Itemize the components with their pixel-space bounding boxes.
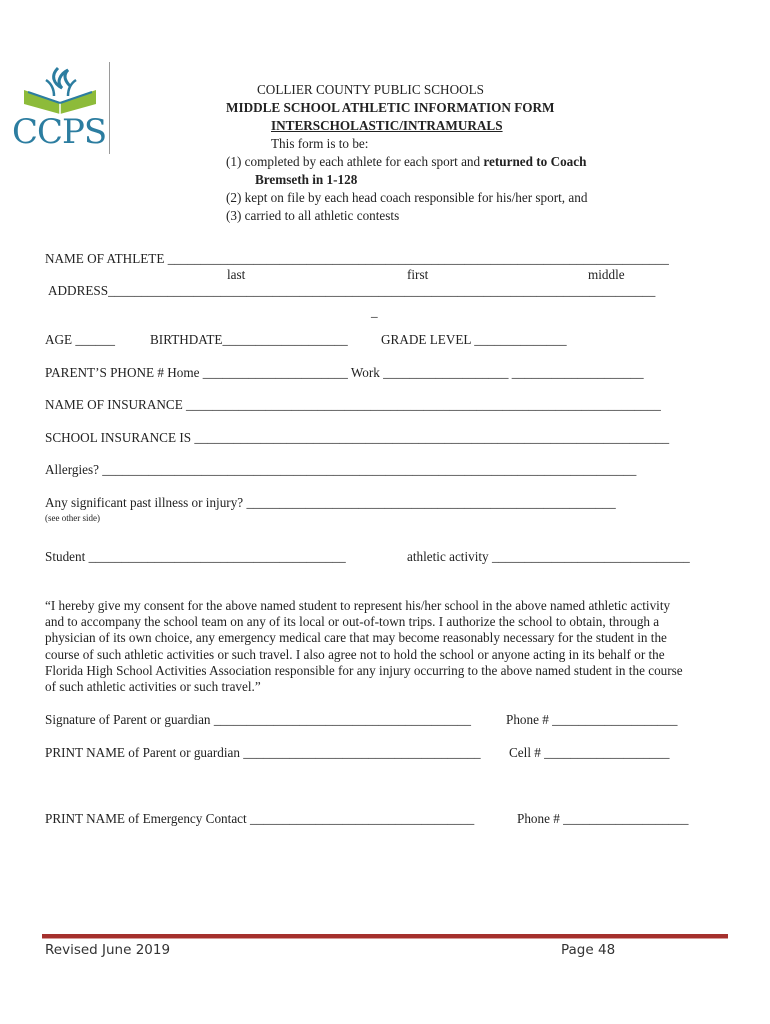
footer-rule [42, 934, 728, 939]
instruction-3: (3) carried to all athletic contests [226, 208, 400, 223]
consent-line: physician of its own choice, any emergency medical care that may become reasonably necessary for the student in the [45, 630, 667, 646]
emergency-contact-field[interactable]: PRINT NAME of Emergency Contact __________________________________ [45, 811, 475, 826]
org-name: COLLIER COUNTY PUBLIC SCHOOLS [257, 82, 485, 97]
instruction-1: (1) completed by each athlete for each sport and returned to Coach [226, 154, 587, 169]
label-last: last [227, 267, 246, 282]
insurance-name-field[interactable]: NAME OF INSURANCE ________________________________________________________________________ [45, 397, 661, 412]
consent-line: of such athletic activities or such travel.” [45, 679, 261, 695]
intro-text: This form is to be: [271, 136, 369, 151]
consent-line: and to accompany the school team on any of its local or out-of-town trips. I authorize the school to obtain, through a [45, 614, 660, 630]
parent-signature-field[interactable]: Signature of Parent or guardian _______________________________________ [45, 712, 471, 727]
label-first: first [407, 267, 429, 282]
book-flame-icon [10, 60, 114, 120]
label-middle: middle [588, 267, 625, 282]
grade-level-field[interactable]: GRADE LEVEL ______________ [381, 332, 567, 347]
consent-line: course of such athletic activities or such travel. I also agree not to hold the school or anyone acting in its behalf or the [45, 646, 665, 662]
athletic-activity-field[interactable]: athletic activity ______________________________ [407, 549, 690, 564]
parent-phone-field[interactable]: PARENT’S PHONE # Home ______________________ Work ___________________ ____________________ [45, 365, 644, 380]
birthdate-field[interactable]: BIRTHDATE___________________ [150, 332, 348, 347]
instruction-2: (2) kept on file by each head coach responsible for his/her sport, and [226, 190, 588, 205]
page-number: Page 48 [561, 942, 616, 958]
see-other-side-note: (see other side) [45, 513, 100, 523]
athlete-name-field[interactable]: NAME OF ATHLETE ____________________________________________________________________________ [45, 251, 669, 266]
address-field[interactable]: ADDRESS___________________________________________________________________________________ [48, 283, 656, 298]
student-field[interactable]: Student _______________________________________ [45, 549, 346, 564]
logo-divider [109, 62, 110, 154]
age-field[interactable]: AGE ______ [45, 332, 115, 347]
consent-line: “I hereby give my consent for the above named student to represent his/her school in the above named athletic activity [45, 598, 671, 613]
school-insurance-field[interactable]: SCHOOL INSURANCE IS ________________________________________________________________________ [45, 430, 670, 445]
revised-date: Revised June 2019 [45, 942, 171, 958]
form-title: MIDDLE SCHOOL ATHLETIC INFORMATION FORM [226, 100, 555, 115]
consent-line: Florida High School Activities Association responsible for any injury occurring to the above named student in the course [45, 662, 683, 678]
consent-paragraph [45, 598, 735, 695]
allergies-field[interactable]: Allergies? _________________________________________________________________________________ [45, 462, 637, 477]
emergency-phone-field[interactable]: Phone # ___________________ [517, 811, 689, 826]
logo-text: CCPS [12, 112, 107, 152]
parent-cell-field[interactable]: Cell # ___________________ [509, 745, 670, 760]
illness-field[interactable]: Any significant past illness or injury? ________________________________________________________ [45, 495, 616, 510]
form-subtitle: INTERSCHOLASTIC/INTRAMURALS [271, 118, 503, 133]
parent-phone-signature-field[interactable]: Phone # ___________________ [506, 712, 678, 727]
address-continuation: _ [371, 304, 378, 319]
instruction-1-cont: Bremseth in 1-128 [255, 172, 358, 187]
parent-print-name-field[interactable]: PRINT NAME of Parent or guardian ____________________________________ [45, 745, 481, 760]
